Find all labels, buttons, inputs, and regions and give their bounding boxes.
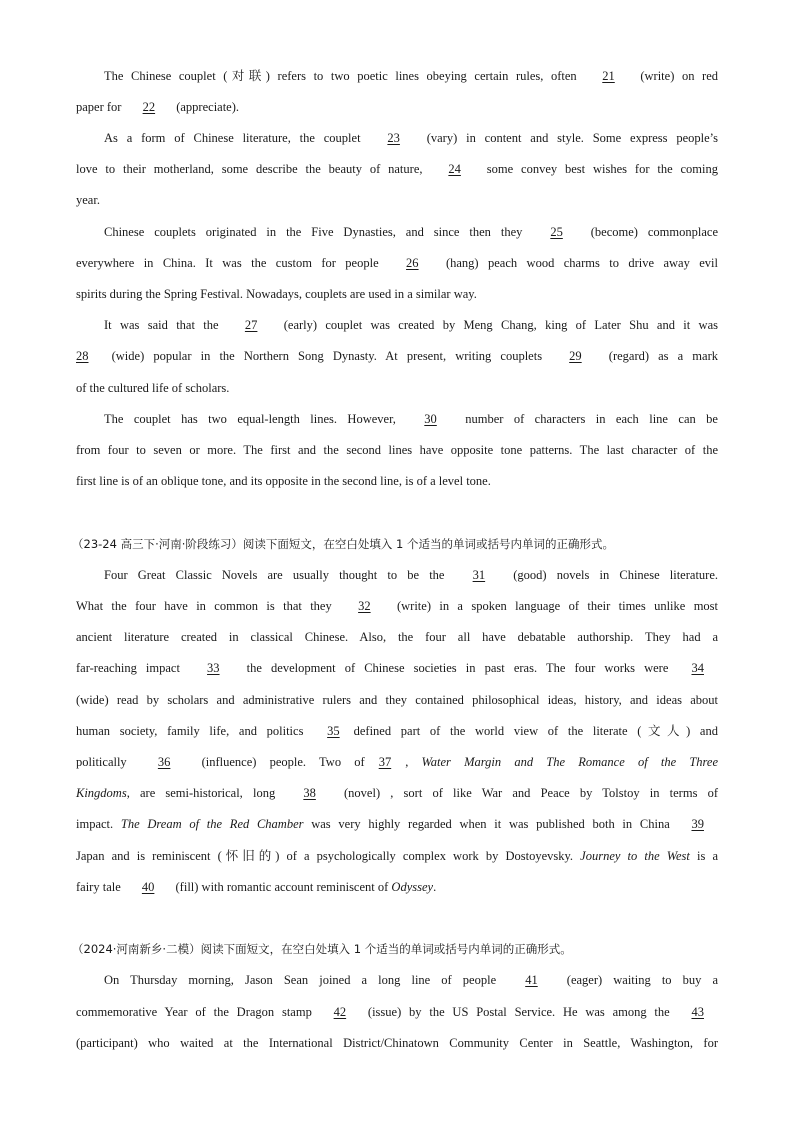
- text-line: impact. The Dream of the Red Chamber was very highly regarded when it was published both in China 39: [76, 816, 718, 832]
- text-line: spirits during the Spring Festival. Nowadays, couplets are used in a similar way.: [76, 287, 477, 301]
- text-line: far-reaching impact 33 the development of Chinese societies in past eras. The four works were 34: [76, 660, 718, 676]
- text-line: year.: [76, 193, 100, 207]
- blank-25: 25: [550, 225, 563, 239]
- text-line: politically 36 (influence) people. Two of 37 , Water Margin and The Romance of the Three: [76, 755, 719, 769]
- blank-28: 28: [76, 349, 89, 363]
- section-heading: （2024·河南新乡·二模）阅读下面短文，在空白处填入 1 个适当的单词或括号内单词的正确形式。: [72, 942, 572, 956]
- blank-38: 38: [303, 786, 316, 800]
- text-line: What the four have in common is that they 32 (write) in a spoken language of their times unlike most: [76, 599, 719, 613]
- blank-27: 27: [244, 318, 258, 332]
- text-line: love to their motherland, some describe the beauty of nature, 24 some convey best wishes for the coming: [76, 162, 719, 176]
- text-line: (wide) read by scholars and administrative rulers and they contained philosophical ideas, history, and ideas about: [76, 693, 718, 707]
- blank-32: 32: [358, 599, 371, 613]
- text-line: Japan and is reminiscent (怀旧的) of a psychologically complex work by Dostoyevsky. Journey to the West is a: [76, 849, 718, 863]
- blank-42: 42: [333, 1005, 347, 1019]
- blank-39: 39: [691, 817, 704, 831]
- blank-30: 30: [424, 412, 437, 426]
- text-line: On Thursday morning, Jason Sean joined a long line of people 41 (eager) waiting to buy a: [104, 973, 719, 987]
- text-line: everywhere in China. It was the custom for people 26 (hang) peach wood charms to drive away evil: [76, 256, 718, 270]
- blank-23: 23: [387, 131, 400, 145]
- text-line: from four to seven or more. The first and the second lines have opposite tone patterns. The last character of the: [76, 443, 718, 457]
- text-line: 28 (wide) popular in the Northern Song Dynasty. At present, writing couplets 29 (regard) as a mark: [76, 349, 718, 363]
- blank-40: 40: [141, 880, 155, 894]
- blank-36: 36: [157, 755, 171, 769]
- text-line: ancient literature created in classical Chinese. Also, the four all have debatable authorship. They had a: [76, 630, 718, 644]
- text-line: of the cultured life of scholars.: [76, 381, 230, 395]
- blank-41: 41: [525, 973, 538, 987]
- blank-31: 31: [472, 568, 486, 582]
- blank-29: 29: [569, 349, 582, 363]
- text-line: (participant) who waited at the International District/Chinatown Community Center in Seattle, Washington, for: [76, 1036, 718, 1050]
- text-line: The couplet has two equal-length lines. However, 30 number of characters in each line can be: [104, 412, 718, 426]
- blank-34: 34: [691, 661, 704, 675]
- text-line: human society, family life, and politics 35 defined part of the world view of the literate (文人) and: [76, 724, 718, 738]
- blank-24: 24: [448, 162, 461, 176]
- blank-35: 35: [327, 724, 340, 738]
- text-line: first line is of an oblique tone, and its opposite in the second line, is of a level tone.: [76, 474, 491, 488]
- text-line: It was said that the 27 (early) couplet was created by Meng Chang, king of Later Shu and it was: [104, 318, 718, 332]
- blank-21: 21: [602, 69, 615, 83]
- text-line: The Chinese couplet (对联) refers to two poetic lines obeying certain rules, often 21 (write) on red: [104, 69, 718, 83]
- blank-26: 26: [406, 256, 419, 270]
- section-heading: （23-24 高三下·河南·阶段练习）阅读下面短文，在空白处填入 1 个适当的单词或括号内单词的正确形式。: [72, 537, 615, 551]
- text-line: commemorative Year of the Dragon stamp 42 (issue) by the US Postal Service. He was among the 43: [76, 1004, 718, 1020]
- text-line: As a form of Chinese literature, the couplet 23 (vary) in content and style. Some express people’s: [104, 131, 718, 145]
- blank-33: 33: [207, 661, 220, 675]
- text-line: Chinese couplets originated in the Five Dynasties, and since then they 25 (become) commonplace: [104, 225, 718, 239]
- blank-37: 37: [378, 755, 392, 769]
- text-line: Four Great Classic Novels are usually thought to be the 31 (good) novels in Chinese literature.: [104, 568, 718, 582]
- text-line: Kingdoms, are semi-historical, long 38 (novel) , sort of like War and Peace by Tolstoy in terms of: [76, 786, 718, 800]
- blank-43: 43: [691, 1005, 704, 1019]
- blank-22: 22: [142, 100, 156, 114]
- text-line: paper for 22 (appreciate).: [76, 100, 240, 114]
- text-line: fairy tale 40 (fill) with romantic account reminiscent of Odyssey.: [76, 880, 437, 894]
